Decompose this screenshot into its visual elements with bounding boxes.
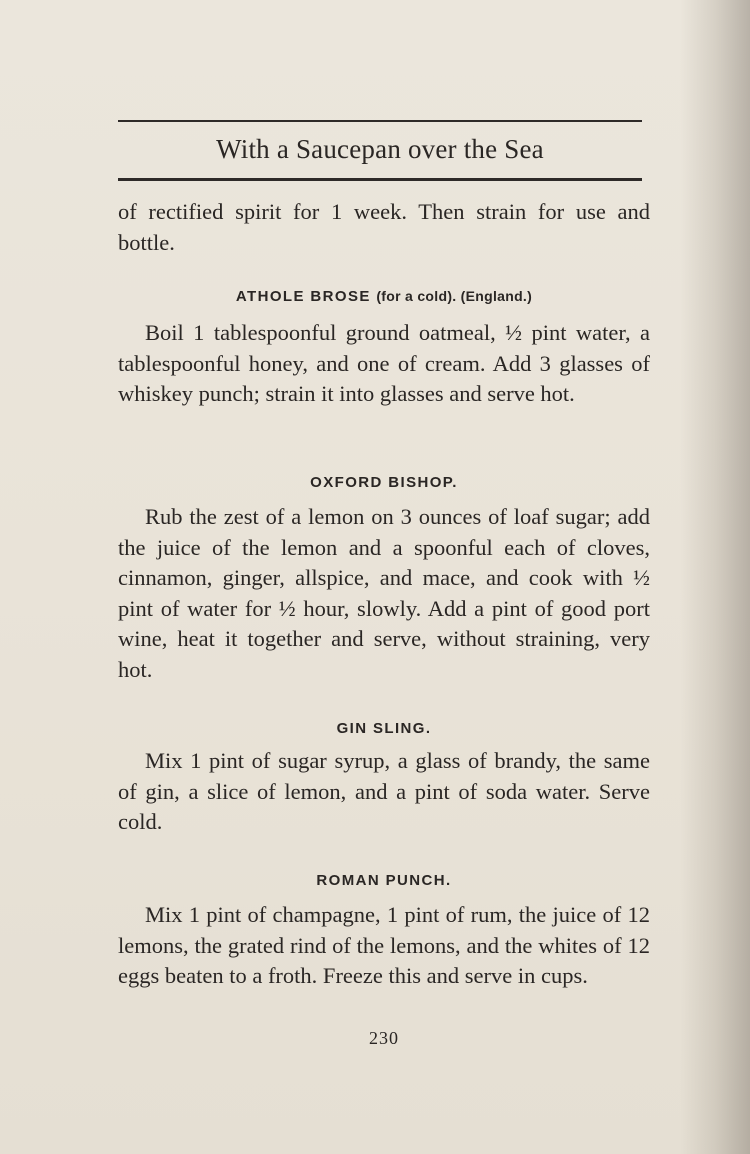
- header-top-rule: [118, 120, 642, 122]
- recipe-body-athole-brose: Boil 1 tablespoonful ground oatmeal, ½ pint water, a tablespoonful honey, and one of cream. Add 3 glasses of whiskey punch; strain it into glasses and serve hot.: [118, 320, 650, 406]
- recipe-subtitle: (for a cold). (England.): [376, 288, 533, 304]
- page-number: 230: [369, 1028, 399, 1048]
- recipe-heading-roman-punch: ROMAN PUNCH.: [316, 872, 452, 889]
- recipe-heading-oxford-bishop: OXFORD BISHOP.: [310, 474, 458, 491]
- recipe-body-roman-punch: Mix 1 pint of champagne, 1 pint of rum, the juice of 12 lemons, the grated rind of the lemons, and the whites of 12 eggs beaten to a froth. Freeze this and serve in cups.: [118, 902, 650, 988]
- recipe-heading-athole-brose: [118, 288, 650, 305]
- recipe-title: ATHOLE BROSE: [235, 288, 371, 305]
- continuation-paragraph: of rectified spirit for 1 week. Then strain for use and bottle.: [118, 199, 650, 255]
- recipe-heading-gin-sling: GIN SLING.: [336, 720, 432, 737]
- recipe-body-oxford-bishop: Rub the zest of a lemon on 3 ounces of loaf sugar; add the juice of the lemon and a spoonful each of cloves, cinnamon, ginger, allspice, and mace, and cook with ½ pint of water for ½ hour, slowly. Add a pint of good port wine, heat it together and serve, without straining, very hot.: [118, 504, 650, 682]
- recipe-body-gin-sling: Mix 1 pint of sugar syrup, a glass of brandy, the same of gin, a slice of lemon, and a pint of soda water. Serve cold.: [118, 748, 650, 834]
- running-header: With a Saucepan over the Sea: [216, 134, 544, 164]
- header-bottom-rule: [118, 178, 642, 181]
